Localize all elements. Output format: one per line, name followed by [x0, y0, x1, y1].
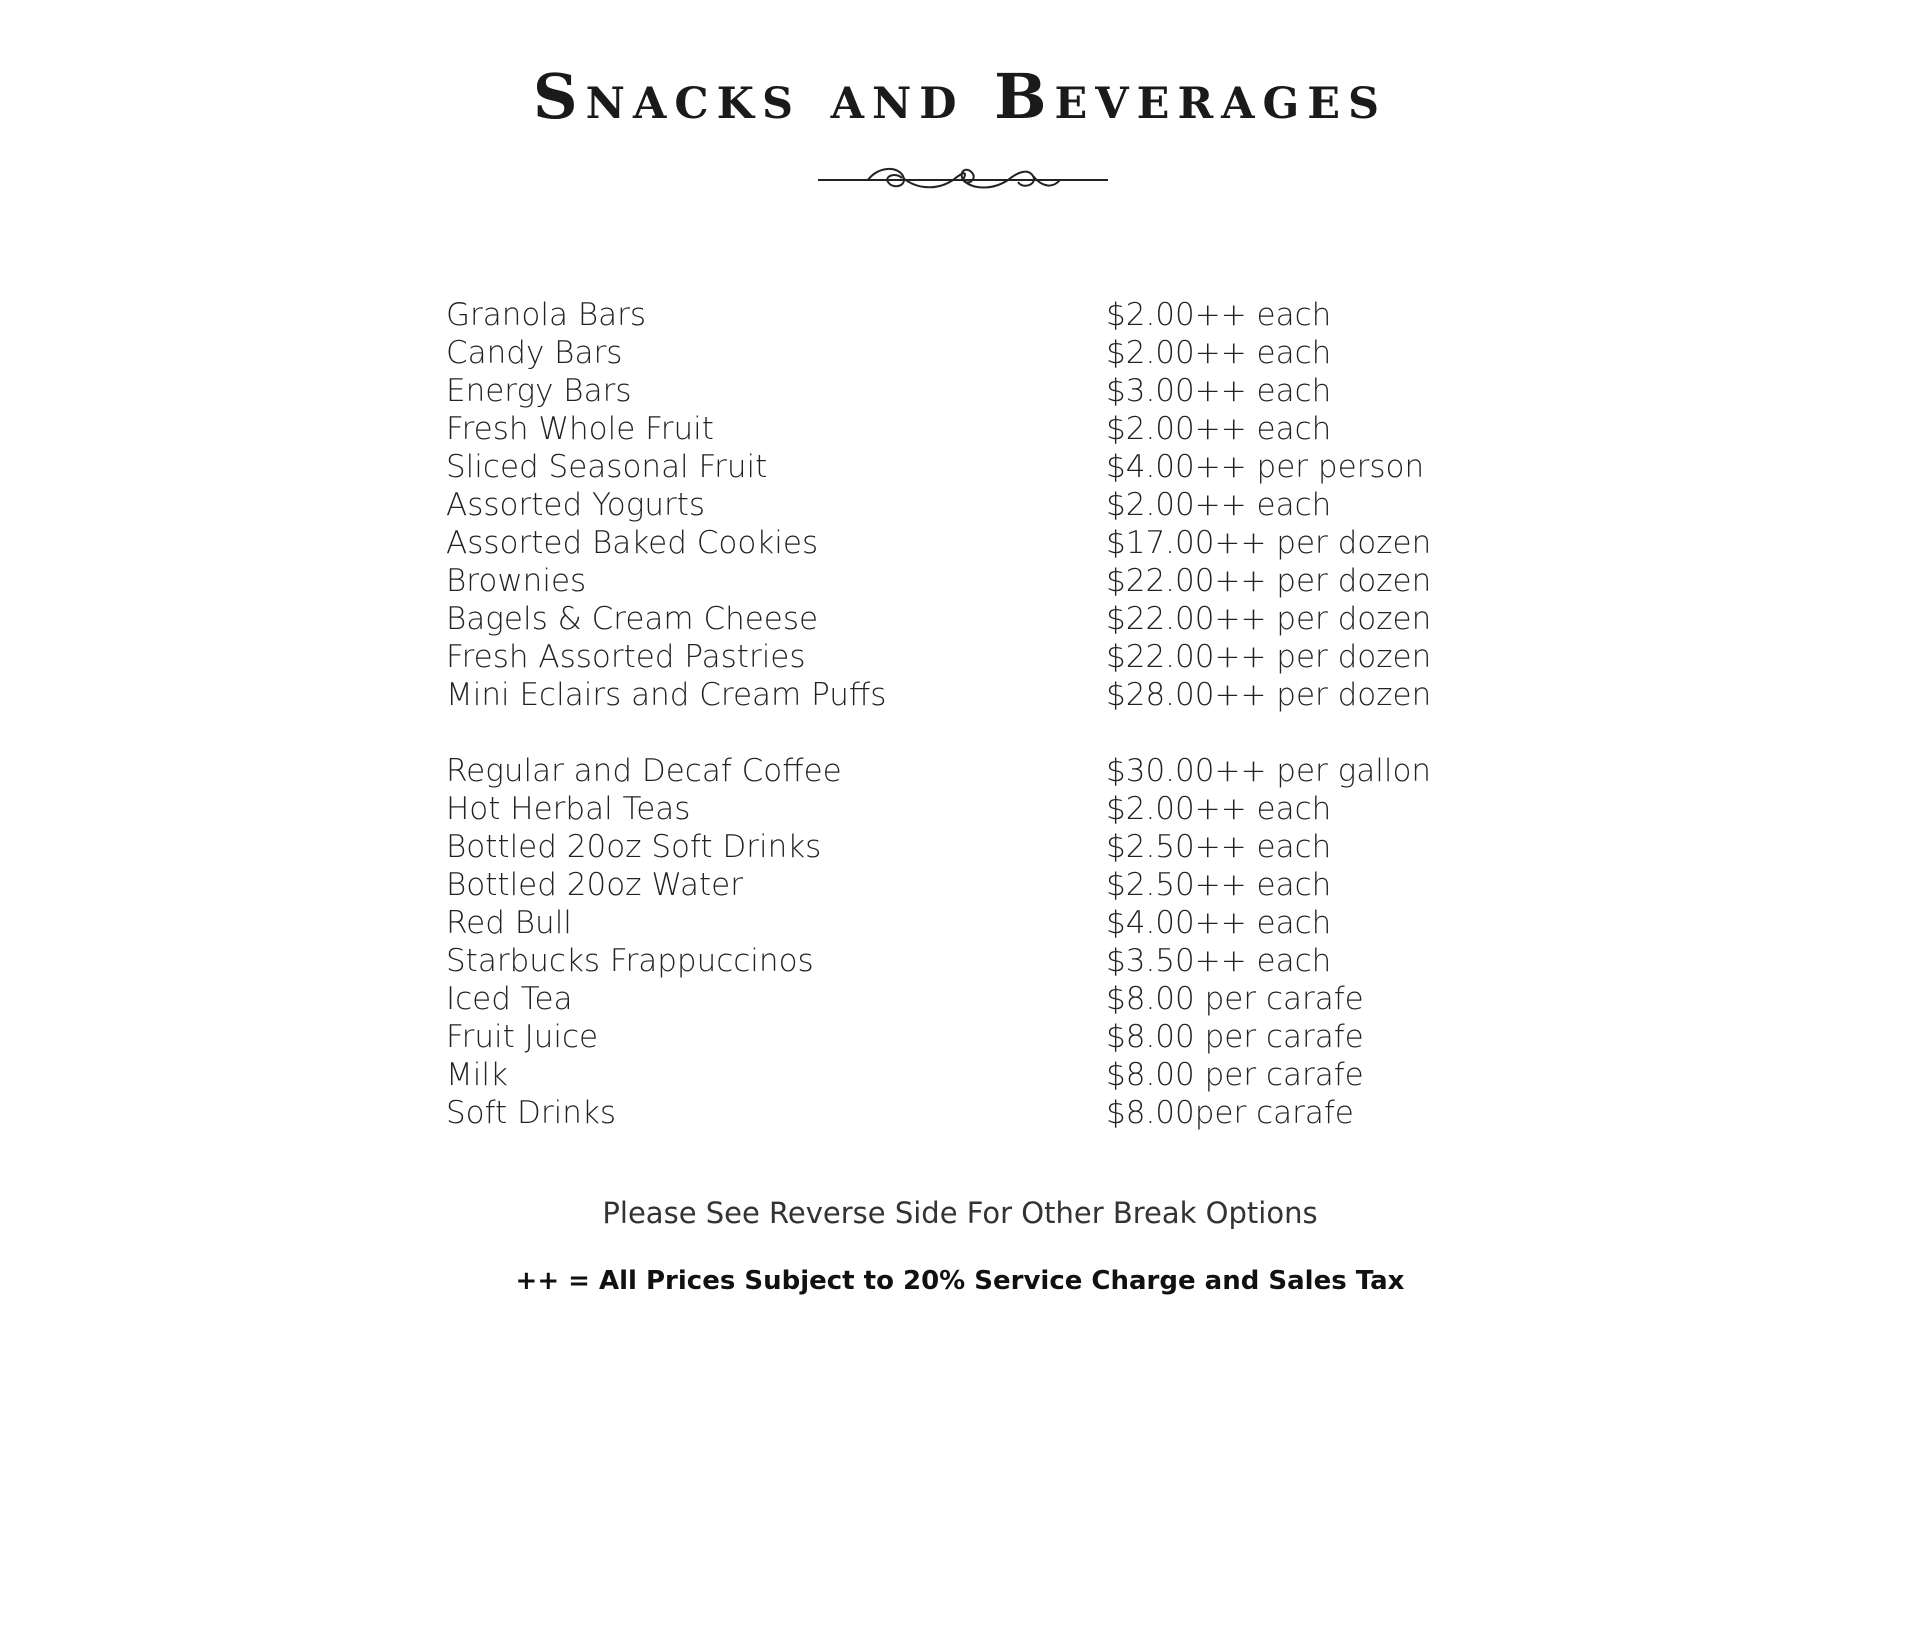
item-price: $22.00++ per dozen [1106, 563, 1432, 599]
item-price: $2.50++ each [1106, 867, 1332, 903]
item-price: $2.00++ each [1106, 487, 1332, 523]
item-price: $22.00++ per dozen [1106, 601, 1432, 637]
menu-row [446, 790, 1546, 828]
item-price: $2.00++ each [1106, 791, 1332, 827]
menu-row [446, 524, 1546, 562]
menu-row [446, 600, 1546, 638]
item-name: Bottled 20oz Water [446, 867, 743, 903]
menu-row [446, 904, 1546, 942]
item-price: $2.00++ each [1106, 297, 1332, 333]
menu-row [446, 942, 1546, 980]
menu-row [446, 562, 1546, 600]
ornamental-flourish-icon [818, 160, 1108, 200]
item-price: $22.00++ per dozen [1106, 639, 1432, 675]
item-name: Bagels & Cream Cheese [446, 601, 819, 637]
item-price: $2.00++ each [1106, 335, 1332, 371]
item-price: $8.00 per carafe [1106, 981, 1364, 1017]
item-price: $2.50++ each [1106, 829, 1332, 865]
menu-row [446, 638, 1546, 676]
item-name: Iced Tea [446, 981, 573, 1017]
item-name: Granola Bars [446, 297, 647, 333]
menu-row [446, 448, 1546, 486]
item-name: Starbucks Frappuccinos [446, 943, 814, 979]
menu-row [446, 296, 1546, 334]
item-price: $3.00++ each [1106, 373, 1332, 409]
menu-row [446, 676, 1546, 714]
section-spacer [446, 714, 1546, 752]
item-name: Fresh Assorted Pastries [446, 639, 806, 675]
menu-list [446, 296, 1546, 1132]
menu-row [446, 410, 1546, 448]
service-charge-note: ++ = All Prices Subject to 20% Service Charge and Sales Tax [515, 1266, 1405, 1296]
item-name: Mini Eclairs and Cream Puffs [446, 677, 887, 713]
item-price: $28.00++ per dozen [1106, 677, 1432, 713]
item-name: Fresh Whole Fruit [446, 411, 714, 447]
item-price: $4.00++ each [1106, 905, 1332, 941]
menu-row [446, 828, 1546, 866]
item-name: Energy Bars [446, 373, 632, 409]
item-price: $4.00++ per person [1106, 449, 1425, 485]
reverse-side-note: Please See Reverse Side For Other Break Options [602, 1196, 1318, 1230]
item-name: Fruit Juice [446, 1019, 599, 1055]
item-name: Assorted Yogurts [446, 487, 706, 523]
item-price: $30.00++ per gallon [1106, 753, 1432, 789]
menu-row [446, 1056, 1546, 1094]
item-name: Regular and Decaf Coffee [446, 753, 842, 789]
item-name: Red Bull [446, 905, 572, 941]
item-name: Hot Herbal Teas [446, 791, 691, 827]
item-name: Brownies [446, 563, 587, 599]
menu-row [446, 334, 1546, 372]
item-name: Candy Bars [446, 335, 623, 371]
item-price: $8.00 per carafe [1106, 1057, 1364, 1093]
menu-row [446, 866, 1546, 904]
item-price: $3.50++ each [1106, 943, 1332, 979]
menu-row [446, 1018, 1546, 1056]
page-title: Snacks and Beverages [532, 60, 1388, 133]
item-price: $8.00 per carafe [1106, 1019, 1364, 1055]
item-name: Assorted Baked Cookies [446, 525, 819, 561]
item-name: Sliced Seasonal Fruit [446, 449, 768, 485]
menu-row [446, 980, 1546, 1018]
item-name: Milk [446, 1057, 508, 1093]
item-price: $2.00++ each [1106, 411, 1332, 447]
menu-row [446, 752, 1546, 790]
menu-row [446, 1094, 1546, 1132]
item-name: Soft Drinks [446, 1095, 617, 1131]
item-price: $8.00per carafe [1106, 1095, 1354, 1131]
item-price: $17.00++ per dozen [1106, 525, 1432, 561]
menu-row [446, 372, 1546, 410]
item-name: Bottled 20oz Soft Drinks [446, 829, 822, 865]
menu-row [446, 486, 1546, 524]
